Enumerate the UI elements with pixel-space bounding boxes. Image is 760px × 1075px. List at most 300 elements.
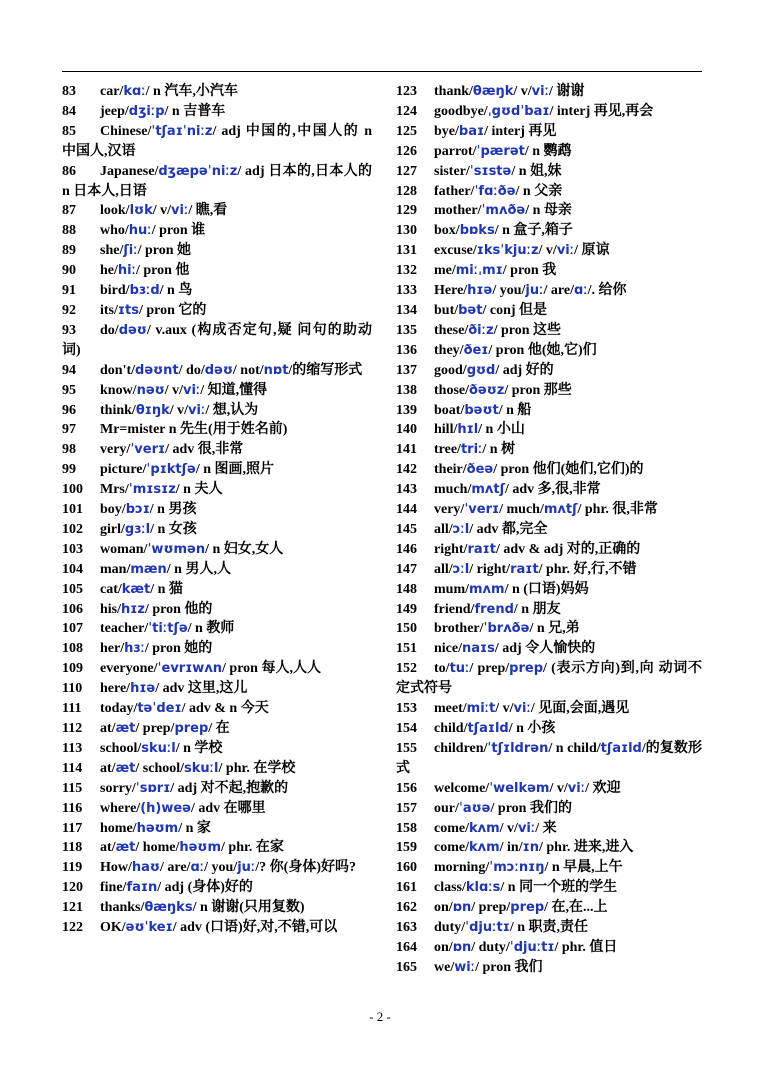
entry-text: /? 你(身体)好吗? xyxy=(255,860,357,876)
entry-text: on/ xyxy=(434,900,453,916)
phonetic: ɒn xyxy=(452,939,472,955)
phonetic: ɪts xyxy=(117,302,139,318)
entry-text: our/ xyxy=(434,800,459,816)
entry-text: OK/ xyxy=(100,920,126,936)
entry-number: 145 xyxy=(396,521,417,537)
entry-text: everyone/ xyxy=(100,661,158,677)
entry-number: 91 xyxy=(62,283,76,299)
entry-text: / n 母亲 xyxy=(525,203,572,219)
vocab-entry xyxy=(396,440,702,460)
phonetic: miːˌmɪ xyxy=(455,263,503,279)
entry-number: 83 xyxy=(62,84,76,99)
entry-number: 94 xyxy=(62,362,76,378)
entry-text: / n 夫人 xyxy=(175,482,223,498)
entry-number: 130 xyxy=(396,223,417,239)
vocab-entry xyxy=(62,799,372,819)
entry-text: / pron 他的 xyxy=(144,601,213,617)
entry-number: 143 xyxy=(396,482,417,498)
entry-number: 135 xyxy=(396,322,417,338)
phonetic: tuː xyxy=(449,661,470,677)
entry-text: / home/ xyxy=(135,840,180,856)
vocab-entry xyxy=(62,918,372,938)
entry-text: / interj 再见 xyxy=(484,123,557,139)
phonetic: gʊd xyxy=(466,362,496,378)
entry-text: / pron 我们的 xyxy=(490,800,572,816)
phonetic: ðiːz xyxy=(468,322,494,338)
phonetic: huː xyxy=(128,223,152,239)
phonetic: ˈmɪsɪz xyxy=(128,482,176,498)
entry-number: 112 xyxy=(62,721,83,736)
phonetic: raɪt xyxy=(510,561,539,577)
phonetic: gɜːl xyxy=(124,521,151,537)
entry-text: / v/ xyxy=(164,382,183,398)
entry-number: 148 xyxy=(396,581,417,597)
vocab-entry xyxy=(396,520,702,540)
entry-text: / 知道,懂得 xyxy=(200,382,268,398)
entry-text: / n 小山 xyxy=(478,422,525,438)
entry-number: 152 xyxy=(396,661,417,677)
entry-text: at/ xyxy=(100,721,116,736)
phonetic: həʊm xyxy=(179,840,222,856)
phonetic: ˈwʊmən xyxy=(147,541,206,557)
entry-text: friend/ xyxy=(434,601,475,617)
entry-number: 165 xyxy=(396,959,417,975)
entry-text: / v/ xyxy=(538,243,557,259)
vocab-entry xyxy=(62,659,372,679)
entry-text: / adj (身体)好的 xyxy=(157,880,253,896)
entry-text: all/ xyxy=(434,561,453,577)
phonetic: baɪ xyxy=(458,123,485,139)
entry-text: / phr. 值日 xyxy=(554,939,618,955)
entry-text: / n 猫 xyxy=(150,581,183,597)
entry-number: 121 xyxy=(62,900,83,916)
phonetic: prep xyxy=(509,661,544,677)
entry-text: How/ xyxy=(100,860,132,876)
vocab-entry xyxy=(396,838,702,858)
entry-text: / duty/ xyxy=(471,939,510,955)
entry-number: 138 xyxy=(396,382,417,398)
entry-text: picture/ xyxy=(100,462,147,478)
vocab-entry xyxy=(396,281,702,301)
entry-number: 103 xyxy=(62,541,83,557)
vocab-entry xyxy=(62,301,372,321)
entry-text: / n 树 xyxy=(482,442,516,458)
entry-text: / v/ xyxy=(495,701,514,717)
phonetic: mæn xyxy=(130,561,167,577)
phonetic: frend xyxy=(474,601,514,617)
entry-text: duty/ xyxy=(434,920,466,936)
vocab-entry xyxy=(396,560,702,580)
entry-text: we/ xyxy=(434,959,455,975)
entry-number: 105 xyxy=(62,581,83,597)
vocab-entry xyxy=(62,838,372,858)
phonetic: viː xyxy=(188,402,206,418)
entry-number: 150 xyxy=(396,621,417,637)
vocab-entry xyxy=(62,401,372,421)
entry-number: 92 xyxy=(62,302,76,318)
phonetic: hɪl xyxy=(457,422,479,438)
entry-text: / you/ xyxy=(492,283,526,299)
entry-text: / pron 他(她,它)们 xyxy=(488,342,597,358)
vocab-entry xyxy=(62,679,372,699)
phonetic: kɑː xyxy=(123,84,146,99)
vocab-entry xyxy=(62,779,372,799)
phonetic: bɔɪ xyxy=(125,502,150,518)
phonetic: ˈmɔːnɪŋ xyxy=(489,860,545,876)
entry-text: / n 男孩 xyxy=(149,502,197,518)
phonetic: prep xyxy=(174,721,209,736)
vocab-entry xyxy=(396,142,702,162)
entry-text: their/ xyxy=(434,462,467,478)
entry-text: / n 学校 xyxy=(175,740,223,756)
entry-text: / n child/ xyxy=(548,740,601,756)
phonetic: nəʊ xyxy=(136,382,165,398)
entry-text: / pron 他们(她们,它们)的 xyxy=(493,462,644,478)
vocab-entry xyxy=(396,819,702,839)
entry-number: 84 xyxy=(62,103,76,119)
entry-number: 128 xyxy=(396,183,417,199)
entry-number: 136 xyxy=(396,342,417,358)
phonetic: viː xyxy=(513,701,531,717)
entry-text: / pron 他 xyxy=(135,263,190,279)
phonetic: mʌm xyxy=(469,581,505,597)
entry-number: 146 xyxy=(396,541,417,557)
entry-text: children/ xyxy=(434,740,488,756)
vocab-entry xyxy=(62,739,372,759)
entry-text: Chinese/ xyxy=(100,123,152,139)
phonetic: θɪŋk xyxy=(135,402,170,418)
entry-text: woman/ xyxy=(100,541,148,557)
entry-text: these/ xyxy=(434,322,469,338)
entry-number: 162 xyxy=(396,900,417,916)
entry-text: here/ xyxy=(100,681,131,697)
phonetic: əʊˈkeɪ xyxy=(125,920,173,936)
entry-text: / phr. 在家 xyxy=(221,840,284,856)
phonetic: mʌtʃ xyxy=(543,502,578,518)
entry-text: very/ xyxy=(434,502,465,518)
entry-text: / n 同一个班的学生 xyxy=(500,880,618,896)
entry-number: 104 xyxy=(62,561,83,577)
entry-number: 100 xyxy=(62,482,83,498)
entry-number: 164 xyxy=(396,939,417,955)
entry-text: / adv & n 今天 xyxy=(181,701,269,717)
entry-text: / n 妇女,女人 xyxy=(205,541,284,557)
entry-text: car/ xyxy=(100,84,124,99)
entry-number: 90 xyxy=(62,263,76,279)
phonetic: ˈaʊə xyxy=(458,800,491,816)
entry-text: /的缩写形式 xyxy=(288,362,363,378)
vocab-entry xyxy=(396,301,702,321)
entry-text: / are/ xyxy=(543,283,574,299)
phonetic: mʌtʃ xyxy=(471,482,505,498)
entry-text: right/ xyxy=(434,541,468,557)
entry-number: 137 xyxy=(396,362,417,378)
vocab-entry xyxy=(396,779,702,799)
phonetic: bɜːd xyxy=(129,283,160,299)
entry-number: 87 xyxy=(62,203,76,219)
entry-text: bird/ xyxy=(100,283,130,299)
entry-number: 86 xyxy=(62,163,76,179)
entry-text: / (表示方向)到,向 动词不定式符号 xyxy=(396,661,703,697)
entry-text: Here/ xyxy=(434,283,468,299)
entry-text: / adv & adj 对的,正确的 xyxy=(495,541,641,557)
entry-text: me/ xyxy=(434,263,456,279)
phonetic: lʊk xyxy=(129,203,153,219)
entry-number: 141 xyxy=(396,442,417,458)
vocab-entry xyxy=(62,460,372,480)
entry-number: 116 xyxy=(62,800,83,816)
entry-text: / do/ xyxy=(178,362,205,378)
entry-text: know/ xyxy=(100,382,137,398)
vocab-entry xyxy=(396,381,702,401)
entry-text: / adj 对不起,抱歉的 xyxy=(170,780,289,796)
entry-text: / n 图画,照片 xyxy=(195,462,275,478)
vocab-entry xyxy=(396,500,702,520)
entry-number: 126 xyxy=(396,143,417,159)
entry-text: brother/ xyxy=(434,621,484,637)
phonetic: viː xyxy=(567,780,586,796)
entry-text: they/ xyxy=(434,342,464,358)
phonetic: ɔːl xyxy=(452,561,470,577)
entry-text: / v/ xyxy=(169,402,189,418)
entry-text: / n 吉普车 xyxy=(164,103,226,119)
phonetic: haʊ xyxy=(131,860,160,876)
entry-number: 113 xyxy=(62,740,83,756)
entry-text: / v.aux (构成否定句,疑 问句的助动词) xyxy=(62,322,372,358)
phonetic: θæŋk xyxy=(472,84,514,99)
phonetic: ˈfɑːðə xyxy=(474,183,516,199)
entry-text: / you/ xyxy=(204,860,238,876)
phonetic: skuːl xyxy=(141,740,176,756)
vocab-entry xyxy=(396,958,702,978)
entry-number: 158 xyxy=(396,820,417,836)
entry-text: / phr. 很,非常 xyxy=(577,502,658,518)
phonetic: ˈdjuːtɪ xyxy=(509,939,555,955)
entry-text: jeep/ xyxy=(100,103,129,119)
entry-number: 108 xyxy=(62,641,83,657)
vocab-entry xyxy=(396,719,702,739)
entry-text: man/ xyxy=(100,561,131,577)
entry-text: / n 汽车,小汽车 xyxy=(145,84,238,99)
entry-text: / much/ xyxy=(499,502,544,518)
entry-text: thanks/ xyxy=(100,900,145,916)
vocab-entry xyxy=(62,560,372,580)
phonetic: ˈtʃaɪˈniːz xyxy=(151,123,213,139)
entry-text: morning/ xyxy=(434,860,490,876)
entry-number: 114 xyxy=(62,760,83,776)
entry-text: / n 谢谢(只用复数) xyxy=(192,900,305,916)
phonetic: ɪksˈkjuːz xyxy=(476,243,539,259)
vocab-entry xyxy=(396,480,702,500)
vocab-entry xyxy=(62,619,372,639)
phonetic: ɔːl xyxy=(452,521,470,537)
entry-number: 111 xyxy=(62,701,82,717)
vocab-entry xyxy=(62,241,372,261)
entry-text: / pron 她 xyxy=(137,243,192,259)
entry-text: / v/ xyxy=(549,780,568,796)
entry-number: 107 xyxy=(62,621,83,637)
entry-text: / pron 每人,人人 xyxy=(222,661,321,677)
entry-text: / n 兄,弟 xyxy=(529,621,580,637)
entry-text: he/ xyxy=(100,263,118,279)
vocab-entry xyxy=(62,122,372,162)
entry-text: cat/ xyxy=(100,581,122,597)
entry-text: home/ xyxy=(100,820,137,836)
vocab-entry xyxy=(62,858,372,878)
phonetic: ˈpɪktʃə xyxy=(146,462,196,478)
phonetic: bət xyxy=(458,302,483,318)
entry-number: 154 xyxy=(396,721,417,736)
entry-number: 98 xyxy=(62,442,76,458)
vocab-entry xyxy=(62,102,372,122)
entry-number: 156 xyxy=(396,780,417,796)
entry-text: / 原谅 xyxy=(574,243,610,259)
entry-text: / conj 但是 xyxy=(482,302,548,318)
entry-text: / n 女孩 xyxy=(150,521,197,537)
entry-text: / 瞧,看 xyxy=(188,203,228,219)
entry-number: 144 xyxy=(396,502,417,518)
entry-number: 155 xyxy=(396,740,417,756)
entry-text: / 想,认为 xyxy=(205,402,259,418)
entry-text: nice/ xyxy=(434,641,462,657)
entry-text: child/ xyxy=(434,721,468,736)
phonetic: triː xyxy=(460,442,483,458)
entry-text: / 在 xyxy=(208,721,230,736)
vocab-entry xyxy=(396,82,702,102)
entry-text: she/ xyxy=(100,243,124,259)
vocab-entry xyxy=(62,480,372,500)
phonetic: ɪn xyxy=(522,840,539,856)
phonetic: æt xyxy=(115,721,136,736)
entry-text: / n 鸟 xyxy=(159,283,193,299)
phonetic: wiː xyxy=(454,959,476,975)
entry-text: sister/ xyxy=(434,163,470,179)
entry-number: 97 xyxy=(62,422,76,438)
entry-text: boy/ xyxy=(100,502,126,518)
vocab-entry xyxy=(62,719,372,739)
phonetic: prep xyxy=(510,900,545,916)
entry-text: but/ xyxy=(434,302,459,318)
entry-text: / phr. 好,行,不错 xyxy=(538,561,637,577)
entry-number: 157 xyxy=(396,800,417,816)
entry-number: 131 xyxy=(396,243,417,259)
entry-text: fine/ xyxy=(100,880,127,896)
vocab-entry xyxy=(396,221,702,241)
entry-text: / prep/ xyxy=(471,900,511,916)
entry-number: 117 xyxy=(62,820,83,836)
vocab-entry xyxy=(396,739,702,779)
entry-text: / adv 多,很,非常 xyxy=(504,482,601,498)
entry-text: / 在,在...上 xyxy=(544,900,608,916)
entry-text: / right/ xyxy=(469,561,511,577)
entry-number: 161 xyxy=(396,880,417,896)
entry-text: Japanese/ xyxy=(100,163,159,179)
entry-text: its/ xyxy=(100,302,118,318)
entry-text: / n 姐,妹 xyxy=(511,163,562,179)
entry-text: box/ xyxy=(434,223,460,239)
vocab-entry xyxy=(62,759,372,779)
phonetic: ˈsɪstə xyxy=(469,163,512,179)
entry-text: / 来 xyxy=(535,820,557,836)
phonetic: ɑː xyxy=(190,860,205,876)
phonetic: ɑː xyxy=(573,283,588,299)
entry-text: at/ xyxy=(100,760,116,776)
vocab-entry xyxy=(396,858,702,878)
vocab-entry xyxy=(396,162,702,182)
entry-number: 101 xyxy=(62,502,83,518)
phonetic: viː xyxy=(517,820,536,836)
entry-text: his/ xyxy=(100,601,122,617)
vocab-entry xyxy=(396,341,702,361)
vocab-entry xyxy=(396,699,702,719)
vocab-entry xyxy=(396,639,702,659)
phonetic: ðeə xyxy=(466,462,494,478)
right-column xyxy=(396,82,702,978)
entry-text: / 欢迎 xyxy=(585,780,621,796)
entry-text: / pron 她的 xyxy=(144,641,213,657)
phonetic: ˈmʌðə xyxy=(481,203,526,219)
entry-text: / n (口语)妈妈 xyxy=(504,581,589,597)
entry-text: / pron 谁 xyxy=(151,223,206,239)
phonetic: kʌm xyxy=(468,840,500,856)
entry-number: 134 xyxy=(396,302,417,318)
entry-number: 106 xyxy=(62,601,83,617)
entry-number: 124 xyxy=(396,103,417,119)
entry-text: thank/ xyxy=(434,84,473,99)
phonetic: klɑːs xyxy=(465,880,501,896)
entry-text: excuse/ xyxy=(434,243,477,259)
entry-text: / v/ xyxy=(513,84,532,99)
phonetic: dʒæpəˈniːz xyxy=(158,163,238,179)
phonetic: raɪt xyxy=(467,541,496,557)
phonetic: hiː xyxy=(117,263,136,279)
phonetic: ˈsɒrɪ xyxy=(135,780,171,796)
entry-text: / interj 再见,再会 xyxy=(549,103,654,119)
vocab-entry xyxy=(62,819,372,839)
vocab-entry xyxy=(62,639,372,659)
entry-text: / v/ xyxy=(499,820,518,836)
phonetic: kæt xyxy=(121,581,151,597)
phonetic: ɒn xyxy=(452,900,472,916)
phonetic: skuːl xyxy=(184,760,219,776)
phonetic: viː xyxy=(531,84,549,99)
vocab-entry xyxy=(396,361,702,381)
entry-text: / phr. 进来,进入 xyxy=(538,840,634,856)
entry-text: / pron 它的 xyxy=(138,302,207,318)
entry-text: those/ xyxy=(434,382,469,398)
phonetic: hɪz xyxy=(121,601,145,617)
vocab-entry xyxy=(396,580,702,600)
header-rule xyxy=(62,71,702,72)
vocab-entry xyxy=(62,500,372,520)
phonetic: ˈevrɪwʌn xyxy=(157,661,223,677)
entry-text: / adv 很,非常 xyxy=(165,442,244,458)
entry-text: / adv (口语)好,对,不错,可以 xyxy=(172,920,338,936)
phonetic: hɪə xyxy=(467,283,493,299)
entry-text: / prep/ xyxy=(135,721,175,736)
entry-text: /的复数形式 xyxy=(396,740,702,776)
entry-text: Mrs/ xyxy=(100,482,129,498)
entry-text: good/ xyxy=(434,362,467,378)
entry-text: all/ xyxy=(434,521,453,537)
vocab-entry xyxy=(396,420,702,440)
entry-text: on/ xyxy=(434,939,453,955)
phonetic: ˈpærət xyxy=(476,143,525,159)
entry-text: welcome/ xyxy=(434,780,490,796)
entry-text: come/ xyxy=(434,840,469,856)
vocab-entry xyxy=(396,201,702,221)
phonetic: æt xyxy=(115,760,136,776)
